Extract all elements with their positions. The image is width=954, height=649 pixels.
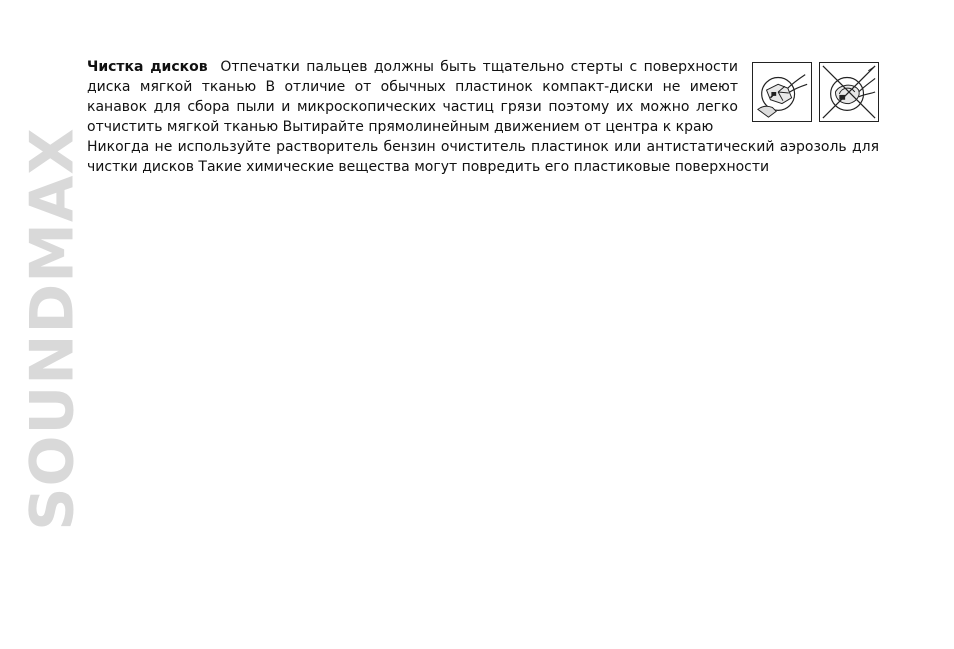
soundmax-logo: SOUNDMAX — [18, 127, 88, 531]
correct-wiping-illustration-icon — [752, 62, 812, 122]
warning-paragraph: Никогда не используйте растворитель бензин очиститель пластинок или антистатический аэрозоль для чистки дисков Такие химические вещества могут повредить его пластиковые поверхности — [87, 139, 879, 175]
section-title: Чистка дисков — [87, 59, 208, 75]
manual-content — [87, 57, 879, 177]
brand-sidebar — [18, 60, 88, 598]
cleaning-text: Отпечатки пальцев должны быть тщательно стерты с поверхности диска мягкой тканью В отличие от обычных пластинок компакт-диски не имеют канавок для сбора пыли и микроскопических частиц грязи поэтому их можно легко отчистить мягкой тканью Вытирайте прямолинейным движением от центра к краю — [87, 59, 738, 135]
disc-cleaning-figures — [752, 62, 879, 126]
incorrect-wiping-illustration-icon — [819, 62, 879, 122]
